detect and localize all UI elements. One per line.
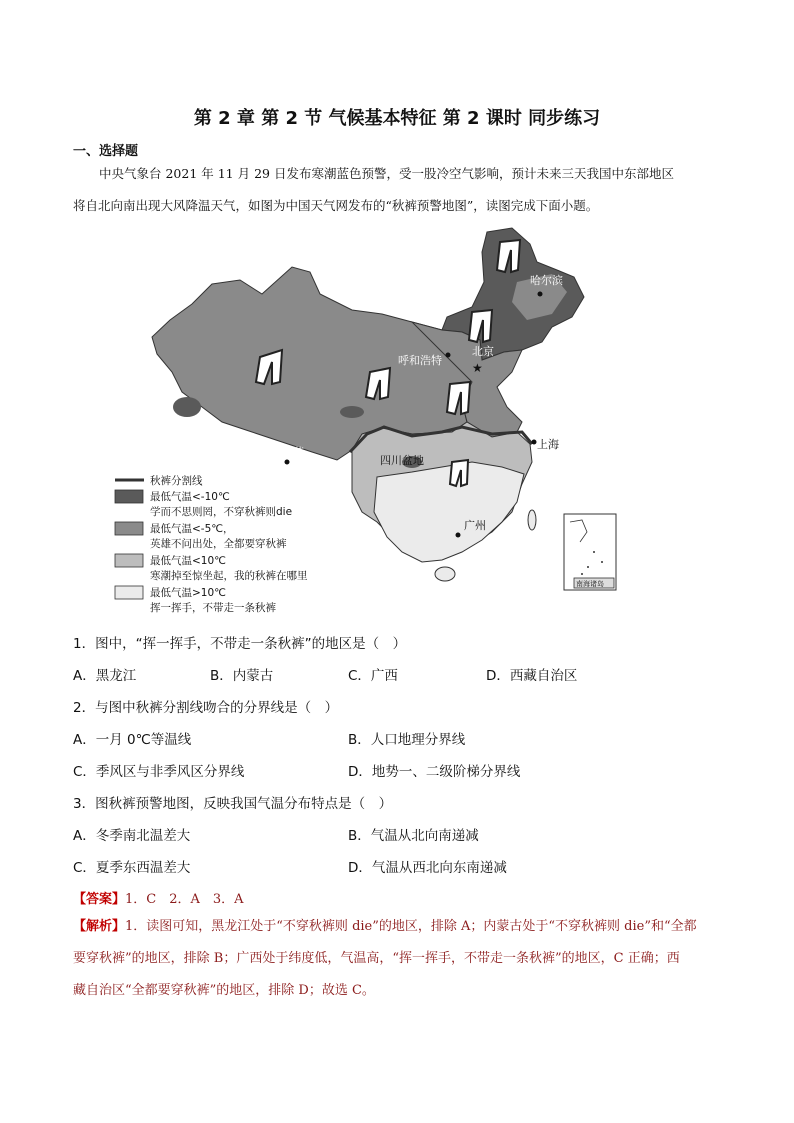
svg-text:挥一挥手，不带走一条秋裤: 挥一挥手，不带走一条秋裤 [150,602,276,614]
map-patch-1 [173,397,201,417]
svg-text:★: ★ [472,361,483,375]
city-label-harbin: 哈尔滨 [530,274,563,287]
answer-tag: 【答案】 [73,892,126,907]
question-2-stem: 2．与图中秋裤分割线吻合的分界线是（ ） [73,700,339,716]
page-title: 第 2 章 第 2 节 气候基本特征 第 2 课时 同步练习 [193,108,601,129]
q3-option-a[interactable]: A．冬季南北温差大 [73,828,191,844]
answer-text: 1．C 2．A 3．A [125,892,244,907]
city-label-beijing: 北京 [472,345,494,358]
south-china-sea-inset [564,514,616,590]
svg-text:英雄不问出处，全都要穿秋裤: 英雄不问出处，全都要穿秋裤 [150,538,287,550]
svg-text:寒潮掉至惊坐起，我的秋裤在哪里: 寒潮掉至惊坐起，我的秋裤在哪里 [150,570,308,582]
city-label-shanghai: 上海 [537,438,559,451]
svg-text:最低气温>10℃: 最低气温>10℃ [150,587,226,599]
intro-line-1: 中央气象台 2021 年 11 月 29 日发布寒潮蓝色预警，受一股冷空气影响，预计未来三天我国中东部地区 [99,166,674,181]
svg-text:最低气温<10℃: 最低气温<10℃ [150,555,226,567]
q1-option-c[interactable]: C．广西 [348,668,398,684]
q2-option-d[interactable]: D．地势一、二级阶梯分界线 [348,764,521,780]
svg-text:最低气温<-10℃: 最低气温<-10℃ [150,491,230,503]
q3-option-b[interactable]: B．气温从北向南递减 [348,828,479,844]
map-patch-2 [340,406,364,418]
explanation-line-2: 要穿秋裤”的地区，排除 B；广西处于纬度低，气温高，“挥一挥手，不带走一条秋裤”的地区，C 正确；西 [73,951,680,966]
q1-option-b[interactable]: B．内蒙古 [210,668,274,684]
map-region-south [374,462,524,562]
answer-line [73,888,244,907]
explanation-line-3: 藏自治区“全都要穿秋裤”的地区，排除 D；故选 C。 [73,983,375,998]
q1-option-a[interactable]: A．黑龙江 [73,668,137,684]
q1-option-d[interactable]: D．西藏自治区 [486,668,578,684]
explanation-block [73,911,729,1007]
svg-text:南海诸岛: 南海诸岛 [576,580,604,588]
intro-paragraph [73,158,729,222]
q2-option-a[interactable]: A．一月 0℃等温线 [73,732,192,748]
section-heading: 一、选择题 [73,144,139,159]
city-label-hohhot: 呼和浩特 [398,354,442,367]
q2-option-b[interactable]: B．人口地理分界线 [348,732,466,748]
question-1-stem: 1．图中，“挥一挥手，不带走一条秋裤”的地区是（ ） [73,636,407,652]
city-label-guangzhou: 广州 [464,519,486,532]
pants-warning-map [112,222,617,617]
q3-option-c[interactable]: C．夏季东西温差大 [73,860,191,876]
svg-text:秋裤分割线: 秋裤分割线 [150,475,203,487]
map-taiwan [528,510,536,530]
city-label-lhasa: 拉萨 [282,446,304,459]
map-legend [112,472,308,617]
map-hainan [435,567,455,581]
svg-text:最低气温<-5℃，: 最低气温<-5℃， [150,523,234,535]
explanation-tag: 【解析】 [73,919,126,934]
question-3-stem: 3．图秋裤预警地图，反映我国气温分布特点是（ ） [73,796,393,812]
explanation-text-1: 1．读图可知，黑龙江处于“不穿秋裤则 die”的地区，排除 A；内蒙古处于“不穿秋裤则 die”和“全都 [125,919,697,934]
explanation-line-1 [73,911,729,943]
intro-line-2: 将自北向南出现大风降温天气，如图为中国天气网发布的“秋裤预警地图”，读图完成下面小题。 [73,198,599,213]
city-label-sichuan: 四川盆地 [380,454,424,467]
svg-text:学而不思则罔，不穿秋裤则die: 学而不思则罔，不穿秋裤则die [150,506,293,518]
q3-option-d[interactable]: D．气温从西北向东南递减 [348,860,507,876]
q2-option-c[interactable]: C．季风区与非季风区分界线 [73,764,245,780]
